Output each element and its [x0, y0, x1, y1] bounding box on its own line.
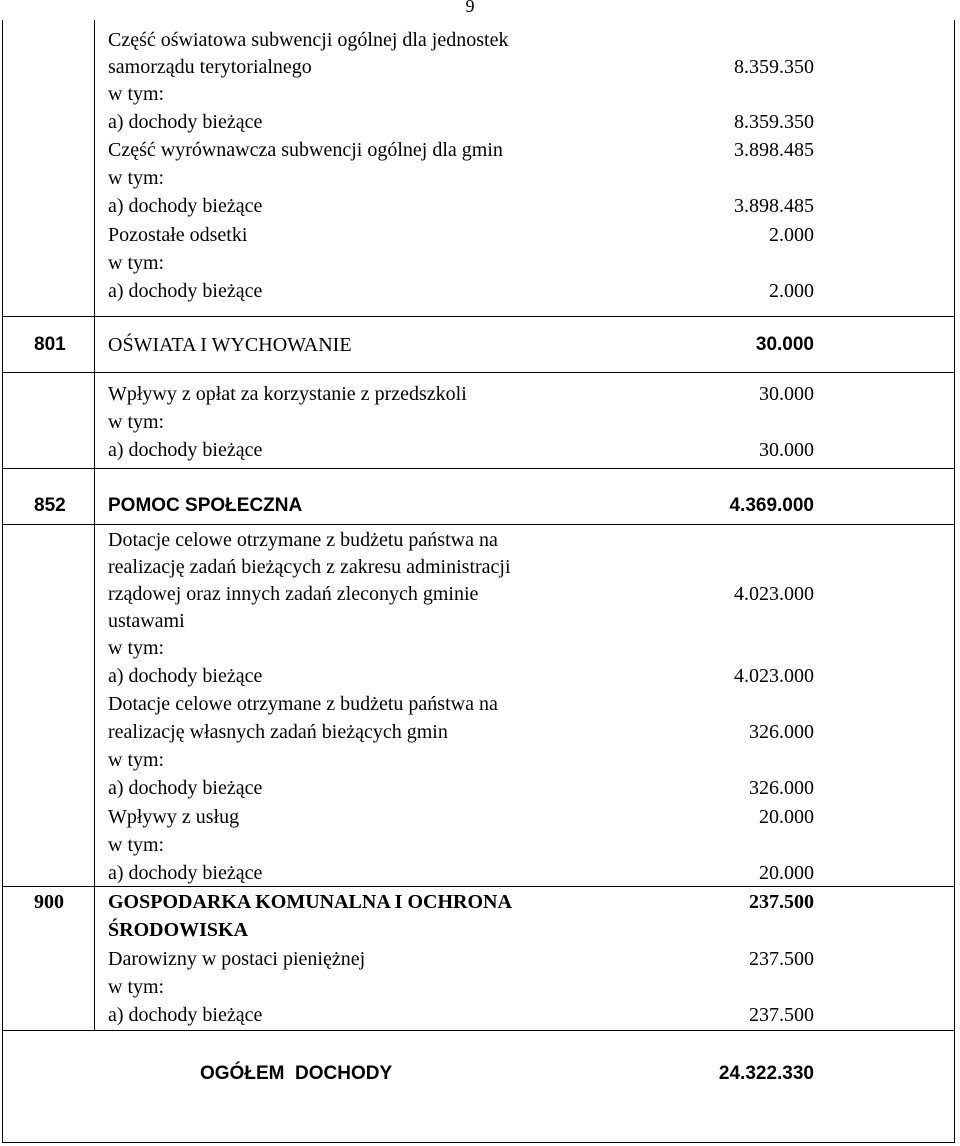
sub-item-amount: 237.500	[749, 1004, 814, 1026]
row-divider	[2, 372, 955, 373]
w-tym-label: w tym:	[108, 637, 165, 659]
section-code: 801	[34, 334, 66, 355]
sub-item-amount: 4.023.000	[734, 665, 814, 687]
item-description: samorządu terytorialnego	[108, 56, 312, 78]
sub-item-label: a) dochody bieżące	[108, 1004, 263, 1026]
sub-item-label: a) dochody bieżące	[108, 111, 263, 133]
sub-item-label: a) dochody bieżące	[108, 777, 263, 799]
w-tym-label: w tym:	[108, 83, 165, 105]
item-description: Wpływy z usług	[108, 806, 240, 828]
item-amount: 326.000	[749, 721, 814, 743]
sub-item-amount: 20.000	[759, 862, 814, 884]
item-description: realizację własnych zadań bieżących gmin	[108, 721, 448, 743]
table-border-right	[954, 20, 955, 1143]
grand-total-amount: 24.322.330	[718, 1063, 814, 1084]
column-divider-code	[94, 20, 95, 1030]
item-amount: 30.000	[759, 383, 814, 405]
grand-total-label: OGÓŁEM DOCHODY	[200, 1063, 393, 1084]
section-total: 237.500	[749, 891, 814, 913]
item-description: Pozostałe odsetki	[108, 224, 248, 246]
item-description: rządowej oraz innych zadań zleconych gminie	[108, 583, 479, 605]
w-tym-label: w tym:	[108, 252, 165, 274]
section-title: GOSPODARKA KOMUNALNA I OCHRONA	[108, 891, 512, 913]
item-description: Część wyrównawcza subwencji ogólnej dla gmin	[108, 139, 503, 161]
sub-item-label: a) dochody bieżące	[108, 439, 263, 461]
item-description: realizację zadań bieżących z zakresu administracji	[108, 556, 511, 578]
section-total: 30.000	[755, 334, 814, 355]
sub-item-label: a) dochody bieżące	[108, 195, 263, 217]
section-title: OŚWIATA I WYCHOWANIE	[108, 334, 352, 356]
w-tym-label: w tym:	[108, 976, 165, 998]
row-divider	[2, 316, 955, 317]
w-tym-label: w tym:	[108, 411, 165, 433]
row-divider	[2, 468, 955, 469]
item-description: Dotacje celowe otrzymane z budżetu państwa na	[108, 693, 498, 715]
sub-item-amount: 8.359.350	[734, 111, 814, 133]
row-divider	[2, 1030, 955, 1031]
table-border-left	[2, 20, 3, 1143]
item-amount: 2.000	[769, 224, 814, 246]
item-amount: 20.000	[759, 806, 814, 828]
row-divider	[2, 524, 955, 525]
item-amount: 8.359.350	[734, 56, 814, 78]
section-code: 852	[34, 495, 66, 516]
sub-item-label: a) dochody bieżące	[108, 665, 263, 687]
sub-item-label: a) dochody bieżące	[108, 280, 263, 302]
item-description: Darowizny w postaci pieniężnej	[108, 948, 366, 970]
item-description: ustawami	[108, 610, 185, 632]
item-amount: 4.023.000	[734, 583, 814, 605]
item-amount: 237.500	[749, 948, 814, 970]
w-tym-label: w tym:	[108, 167, 165, 189]
section-title: POMOC SPOŁECZNA	[108, 495, 303, 516]
item-description: Wpływy z opłat za korzystanie z przedszkoli	[108, 383, 467, 405]
item-amount: 3.898.485	[734, 139, 814, 161]
item-description: Część oświatowa subwencji ogólnej dla jednostek	[108, 29, 509, 51]
section-total: 4.369.000	[729, 495, 814, 516]
sub-item-amount: 30.000	[759, 439, 814, 461]
item-description: Dotacje celowe otrzymane z budżetu państwa na	[108, 529, 498, 551]
sub-item-amount: 2.000	[769, 280, 814, 302]
section-code: 900	[34, 891, 64, 913]
sub-item-amount: 3.898.485	[734, 195, 814, 217]
w-tym-label: w tym:	[108, 834, 165, 856]
table-border-bottom	[2, 1142, 955, 1143]
sub-item-label: a) dochody bieżące	[108, 862, 263, 884]
section-title: ŚRODOWISKA	[108, 919, 249, 941]
page-number: 9	[465, 0, 475, 16]
w-tym-label: w tym:	[108, 749, 165, 771]
sub-item-amount: 326.000	[749, 777, 814, 799]
